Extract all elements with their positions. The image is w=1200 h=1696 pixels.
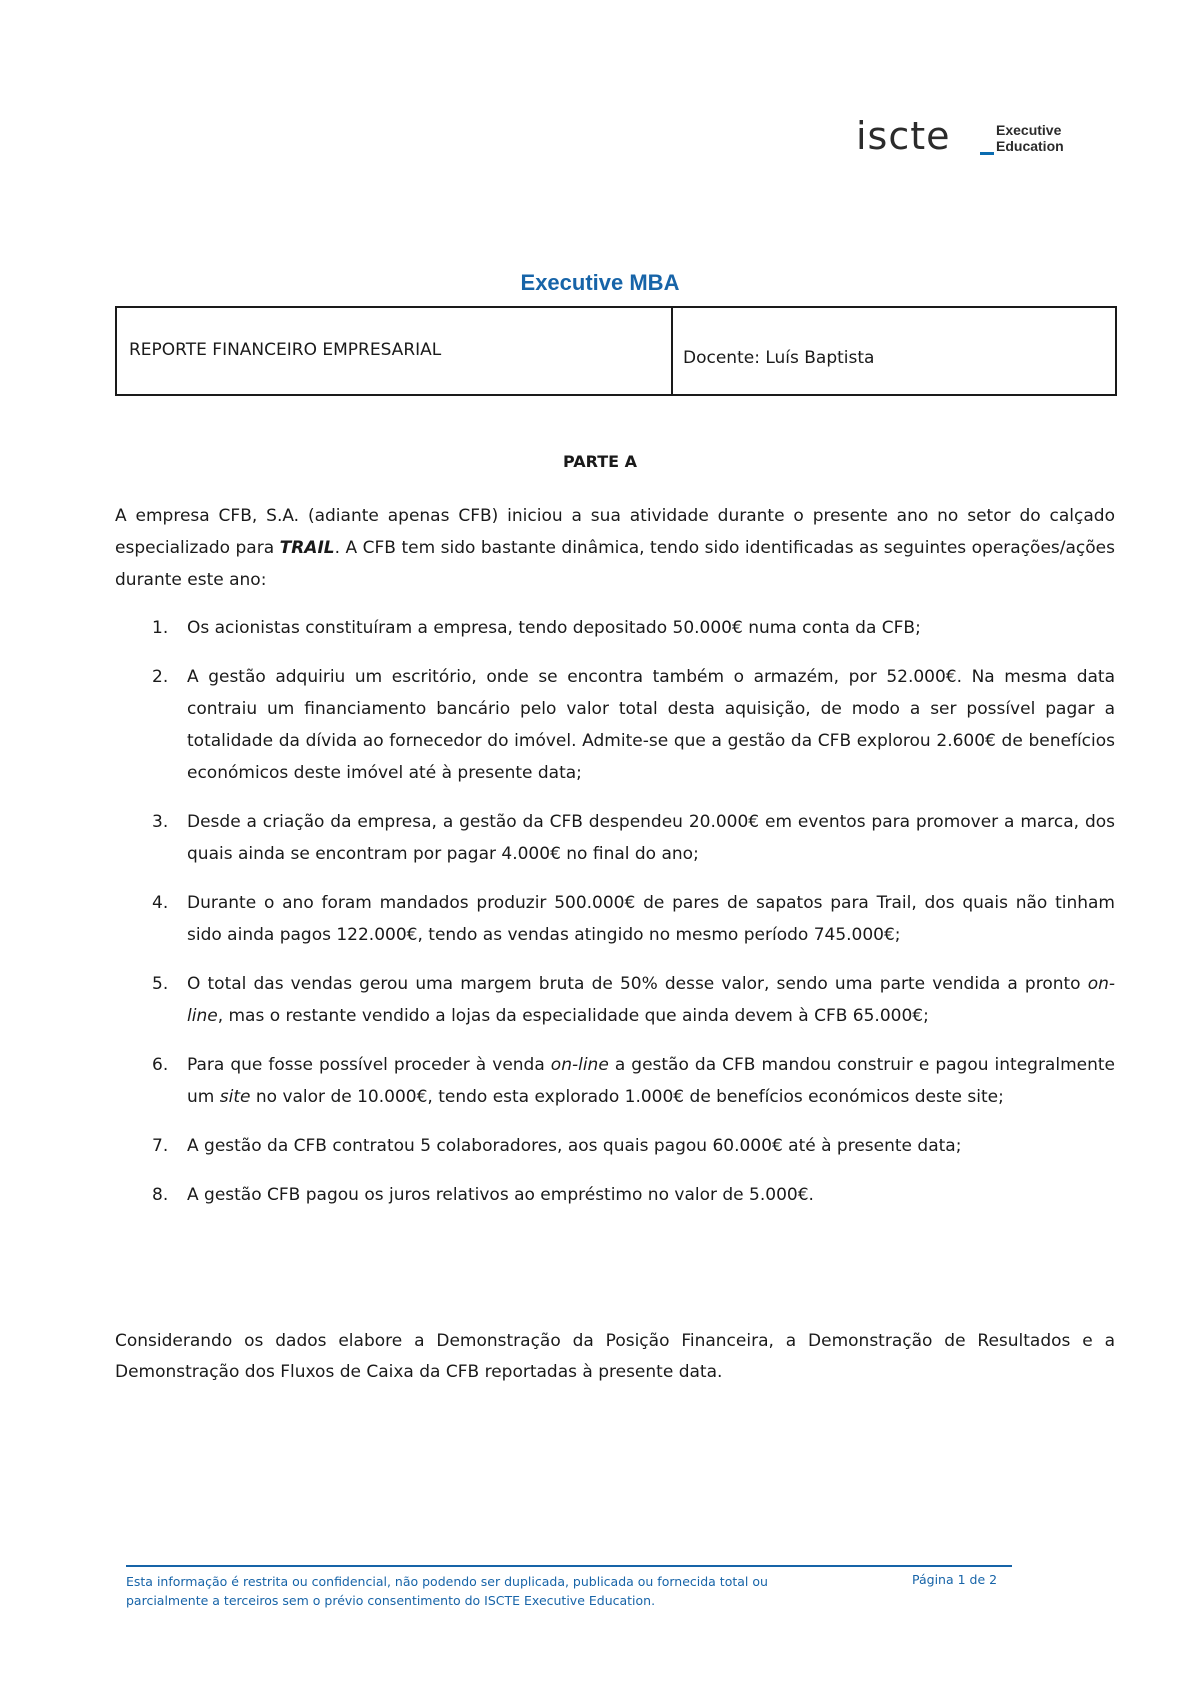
intro-emphasis: TRAIL	[279, 538, 335, 558]
list-item-text: Desde a criação da empresa, a gestão da CFB despendeu 20.000€ em eventos para promover a marca, dos quais ainda se encontram por pagar 4.000€ no final do ano;	[187, 812, 1115, 864]
operations-list	[115, 612, 1115, 1228]
logo-subtitle	[996, 122, 1064, 154]
list-item-text: Durante o ano foram mandados produzir 500.000€ de pares de sapatos para Trail, dos quais não tinham sido ainda pagos 122.000€, tendo as vendas atingido no mesmo período 745.000€;	[187, 893, 1115, 945]
logo-sub-line1: Executive	[996, 122, 1062, 138]
list-item-text: , mas o restante vendido a lojas da especialidade que ainda devem à CFB 65.000€;	[217, 1006, 929, 1026]
list-item-text: O total das vendas gerou uma margem bruta de 50% desse valor, sendo uma parte vendida a pronto	[187, 974, 1088, 994]
course-name: REPORTE FINANCEIRO EMPRESARIAL	[129, 340, 442, 360]
list-item	[115, 661, 1115, 789]
list-item-text: A gestão CFB pagou os juros relativos ao empréstimo no valor de 5.000€.	[187, 1185, 814, 1205]
list-item-text: no valor de 10.000€, tendo esta explorado 1.000€ de benefícios económicos deste site;	[250, 1087, 1004, 1107]
list-item	[115, 1179, 1115, 1211]
list-item-text: a gestão da CFB mandou construir e pagou integralmente um	[187, 1055, 1115, 1107]
list-item	[115, 1130, 1115, 1162]
intro-paragraph	[115, 500, 1115, 596]
conclusion-paragraph: Considerando os dados elabore a Demonstração da Posição Financeira, a Demonstração de Resultados e a Demonstração dos Fluxos de Caixa da CFB reportadas à presente data.	[115, 1331, 1115, 1382]
list-item-text: A gestão da CFB contratou 5 colaboradores, aos quais pagou 60.000€ até à presente data;	[187, 1136, 962, 1156]
page-number: Página 1 de 2	[912, 1572, 998, 1587]
list-item-number: 1.	[152, 618, 169, 638]
list-item-text: Para que fosse possível proceder à venda	[187, 1055, 551, 1075]
intro-text-1: A empresa CFB, S.A. (adiante apenas CFB) iniciou a sua atividade durante o presente ano no setor do calçado especializado para	[115, 506, 1115, 558]
iscte-logo	[856, 114, 1096, 158]
list-item-number: 6.	[152, 1055, 169, 1075]
logo-sub-line2: Education	[996, 138, 1064, 154]
list-item	[115, 612, 1115, 644]
list-item-text: A gestão adquiriu um escritório, onde se encontra também o armazém, por 52.000€. Na mesma data contraiu um financiamento bancário pelo valor total desta aquisição, de modo a ser possível pagar a totalidade da dívida ao fornecedor do imóvel. Admite-se que a gestão da CFB explorou 2.600€ de benefícios económicos deste imóvel até à presente data;	[187, 667, 1115, 783]
list-item-number: 4.	[152, 893, 169, 913]
list-item	[115, 1049, 1115, 1113]
part-heading: PARTE A	[562, 452, 638, 471]
list-item-number: 2.	[152, 667, 169, 687]
list-item-italic: on-line	[550, 1055, 609, 1075]
footer-confidentiality-note: Esta informação é restrita ou confidencial, não podendo ser duplicada, publicada ou fornecida total ou parcialmente a terceiros sem o prévio consentimento do ISCTE Executive Education.	[126, 1574, 768, 1608]
list-item-number: 5.	[152, 974, 169, 994]
list-item-number: 3.	[152, 812, 169, 832]
logo-dash	[980, 152, 994, 155]
list-item	[115, 806, 1115, 870]
list-item-number: 8.	[152, 1185, 169, 1205]
list-item	[115, 968, 1115, 1032]
list-item-number: 7.	[152, 1136, 169, 1156]
footer-divider	[126, 1565, 1012, 1567]
intro-text-2: . A CFB tem sido bastante dinâmica, tendo sido identificadas as seguintes operações/ações durante este ano:	[115, 538, 1115, 590]
list-item-italic: on-line	[187, 974, 1115, 1026]
list-item-italic: site	[219, 1087, 251, 1107]
program-title: Executive MBA	[520, 270, 680, 295]
list-item-text: Os acionistas constituíram a empresa, tendo depositado 50.000€ numa conta da CFB;	[187, 618, 921, 638]
course-header-table	[115, 306, 1117, 396]
list-item	[115, 887, 1115, 951]
course-cell	[117, 308, 673, 394]
logo-wordmark: iscte	[856, 114, 951, 158]
lecturer: Docente: Luís Baptista	[683, 348, 875, 368]
